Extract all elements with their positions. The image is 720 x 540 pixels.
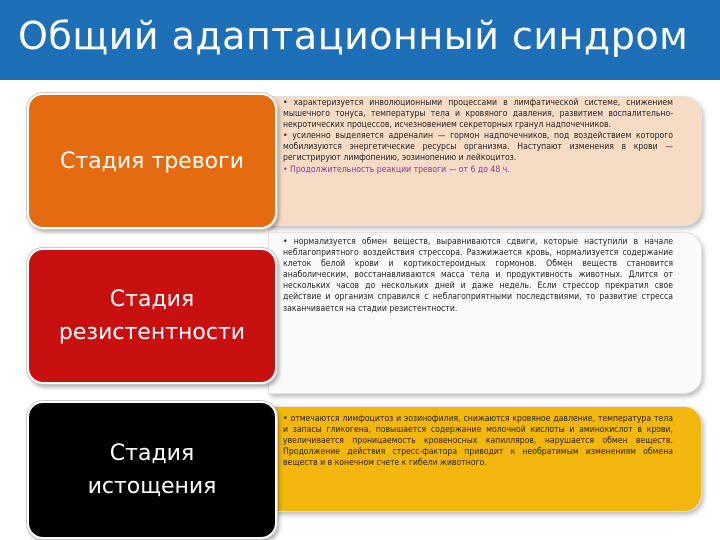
stage-2-box <box>27 248 277 384</box>
stage-1-text <box>283 98 673 176</box>
stage-3-box <box>27 401 277 539</box>
stage-3-bullet-1: • отмечаются лимфоцитоз и эозинофилия, снижаются кровяное давление, температура тела и запасы гликогена, повышается содержание молочной кислоты и аминокислот в крови, увеличивается проницаемость кровеносных капилляров, нарушается обмен веществ. Продолжение действия стресс-фактора приводит к необратимым изменениям обмена веществ и в конечном счете к гибели животного. <box>283 414 673 469</box>
stage-1-bullet-3: • Продолжительность реакции тревоги — от 6 до 48 ч. <box>283 164 510 175</box>
stage-3-label: Стадия истощения <box>87 441 217 499</box>
stage-1-box <box>27 93 277 229</box>
stage-2-bullet-1: • нормализуется обмен веществ, выравниваются сдвиги, которые наступили в начале неблагоприятного воздействия стрессора. Разжижается кровь, нормализуется содержание клеток белой крови и кортикостероидных гормонов. Обмен веществ становится анаболическим, восстанавливаются масса тела и продуктивность животных. Длится от нескольких часов до нескольких дней и даже недель. Если стрессор прекратил свое действие и организм справился с неблагоприятными последствиями, то развитие стресса заканчивается на стадии резистентности. <box>283 237 673 314</box>
slide-title: Общий адаптационный синдром <box>18 14 689 58</box>
stage-3-text <box>283 414 673 469</box>
stage-2-label: Стадия резистентности <box>58 287 246 345</box>
stage-1-bullet-1: • характеризуется инволюционными процессами в лимфатической системе, снижением мышечного тонуса, температуры тела и кровяного давления, развитием воспалительно-некротических процессов, исчезновением секреторных гранул надпочечников. <box>283 98 673 131</box>
stage-1-label: Стадия тревоги <box>60 148 244 174</box>
stage-1-bullet-2: • усиленно выделяется адреналин — гормон надпочечников, под воздействием которого мобилизуются энергетические ресурсы организма. Наступают изменения в крови — регистрируют лимфопению, эозинопению и лейкоцитоз. <box>283 131 673 164</box>
stage-2-text <box>283 237 673 315</box>
